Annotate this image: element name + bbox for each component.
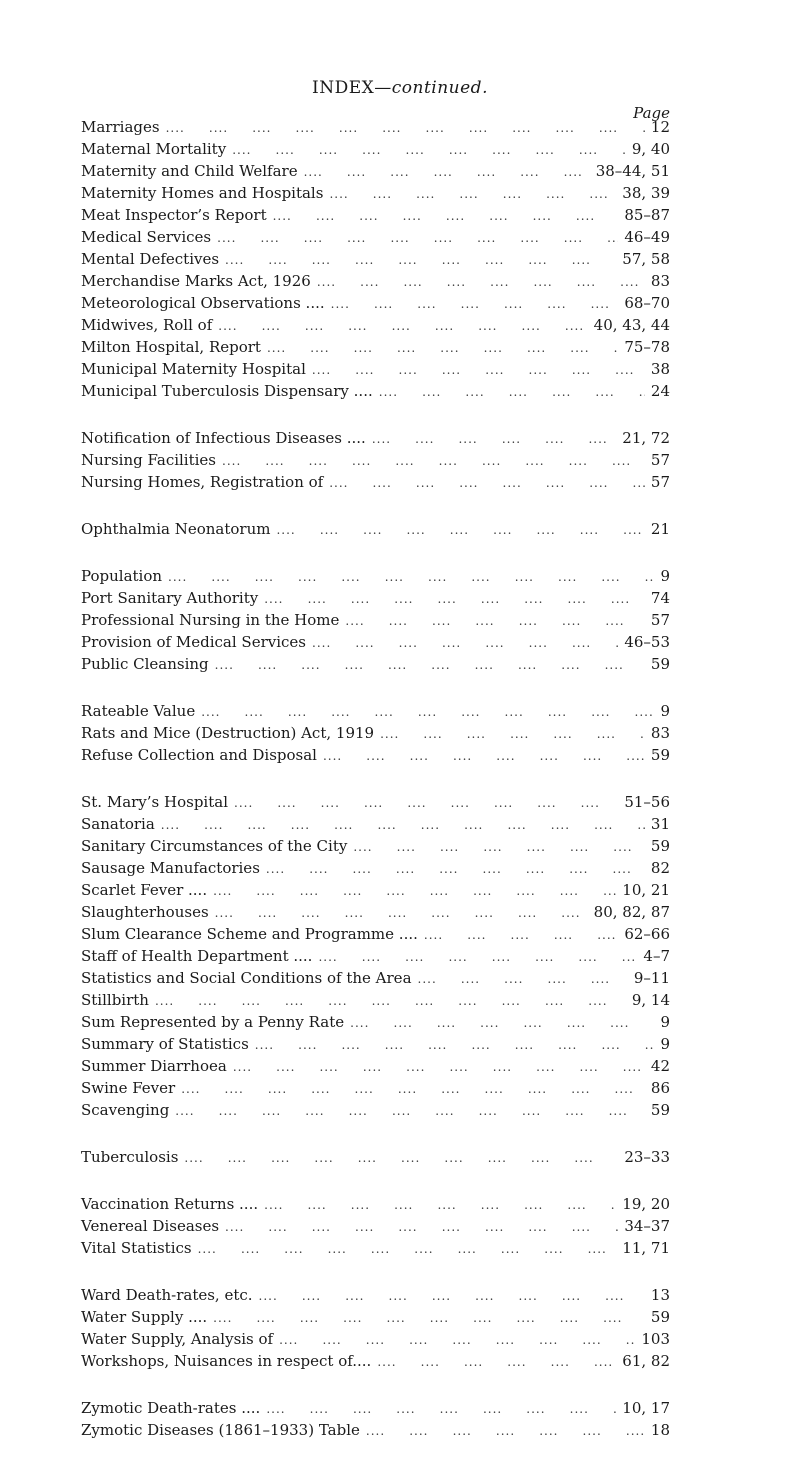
index-entry <box>81 294 670 316</box>
index-entry <box>81 925 670 947</box>
entry-pages: 46–49 <box>624 228 670 246</box>
entry-term: Professional Nursing in the Home <box>81 611 340 629</box>
entry-pages: 61, 82 <box>622 1352 670 1370</box>
dot-leader <box>166 121 645 135</box>
index-entry <box>81 360 670 382</box>
entry-term: Tuberculosis <box>81 1148 179 1166</box>
index-entry <box>81 793 670 815</box>
dot-leader <box>217 231 618 245</box>
entry-pages: 59 <box>650 1308 670 1326</box>
entry-term: Marriages <box>81 118 160 136</box>
index-entry <box>81 184 670 206</box>
entry-pages: 57 <box>650 611 670 629</box>
entry-term: Summary of Statistics <box>81 1035 249 1053</box>
dot-leader <box>345 614 645 628</box>
index-entry <box>81 1330 670 1352</box>
dot-leader <box>201 705 654 719</box>
entry-pages: 42 <box>650 1057 670 1075</box>
dot-leader <box>267 341 618 355</box>
index-entry <box>81 655 670 677</box>
index-entry <box>81 451 670 473</box>
index-entry <box>81 969 670 991</box>
dot-leader <box>175 1104 645 1118</box>
entry-pages: 59 <box>650 655 670 673</box>
entry-pages: 38 <box>650 360 670 378</box>
dot-leader <box>366 1424 645 1438</box>
index-group <box>81 1148 670 1170</box>
entry-term: Mental Defectives <box>81 250 220 268</box>
dot-leader <box>312 636 618 650</box>
entry-pages: 57 <box>650 473 670 491</box>
index-entry <box>81 1035 670 1057</box>
dot-leader <box>418 972 628 986</box>
entry-term: Maternity Homes and Hospitals <box>81 184 324 202</box>
dot-leader <box>225 1220 618 1234</box>
index-entry <box>81 140 670 162</box>
index-group <box>81 1195 670 1261</box>
dot-leader <box>155 994 626 1008</box>
entry-pages: 21 <box>650 520 670 538</box>
dot-leader <box>232 143 626 157</box>
index-entry <box>81 1286 670 1308</box>
index-entry <box>81 881 670 903</box>
entry-pages: 10, 17 <box>622 1399 670 1417</box>
index-group <box>81 793 670 1123</box>
dot-leader <box>317 275 645 289</box>
entry-pages: 83 <box>650 272 670 290</box>
dot-leader <box>372 432 616 446</box>
index-entries <box>81 118 670 1468</box>
dot-leader <box>181 1082 645 1096</box>
index-entry <box>81 429 670 451</box>
index-group <box>81 567 670 677</box>
dot-leader <box>379 385 645 399</box>
entry-term: Sanatoria <box>81 815 155 833</box>
dot-leader <box>184 1151 618 1165</box>
entry-pages: 18 <box>650 1421 670 1439</box>
entry-pages: 31 <box>650 815 670 833</box>
entry-pages: 59 <box>650 837 670 855</box>
title-text: INDEX <box>312 78 375 98</box>
dot-leader <box>222 454 645 468</box>
index-entry <box>81 702 670 724</box>
entry-term: Staff of Health Department .... <box>81 947 313 965</box>
index-entry <box>81 724 670 746</box>
dot-leader <box>234 796 618 810</box>
index-entry <box>81 903 670 925</box>
entry-pages: 9 <box>660 702 670 720</box>
entry-term: Rateable Value <box>81 702 196 720</box>
entry-term: Population <box>81 567 163 585</box>
entry-pages: 103 <box>641 1330 670 1348</box>
entry-term: Milton Hospital, Report <box>81 338 261 356</box>
entry-pages: 19, 20 <box>622 1195 670 1213</box>
dot-leader <box>215 906 588 920</box>
entry-pages: 38, 39 <box>622 184 670 202</box>
entry-term: Meat Inspector’s Report <box>81 206 267 224</box>
entry-term: Slum Clearance Scheme and Programme .... <box>81 925 418 943</box>
entry-pages: 74 <box>650 589 670 607</box>
entry-pages: 4–7 <box>643 947 670 965</box>
index-entry <box>81 206 670 228</box>
dot-leader <box>218 319 587 333</box>
entry-pages: 86 <box>650 1079 670 1097</box>
entry-term: Municipal Tuberculosis Dispensary .... <box>81 382 373 400</box>
entry-term: Port Sanitary Authority <box>81 589 259 607</box>
index-entry <box>81 338 670 360</box>
entry-pages: 9 <box>660 1035 670 1053</box>
entry-pages: 9, 14 <box>631 991 670 1009</box>
dot-leader <box>264 1198 616 1212</box>
index-entry <box>81 589 670 611</box>
entry-term: Sum Represented by a Penny Rate <box>81 1013 345 1031</box>
entry-term: Sanitary Circumstances of the City <box>81 837 348 855</box>
entry-term: Scarlet Fever .... <box>81 881 208 899</box>
dot-leader <box>350 1016 654 1030</box>
dot-leader <box>273 209 619 223</box>
index-entry <box>81 1101 670 1123</box>
entry-term: Statistics and Social Conditions of the Area <box>81 969 412 987</box>
dot-leader <box>215 658 645 672</box>
dot-leader <box>323 749 645 763</box>
entry-term: Notification of Infectious Diseases .... <box>81 429 366 447</box>
entry-term: Rats and Mice (Destruction) Act, 1919 <box>81 724 375 742</box>
dot-leader <box>279 1333 635 1347</box>
entry-pages: 83 <box>650 724 670 742</box>
index-entry <box>81 316 670 338</box>
index-entry <box>81 991 670 1013</box>
entry-pages: 38–44, 51 <box>595 162 670 180</box>
dot-leader <box>331 297 619 311</box>
index-entry <box>81 1352 670 1374</box>
dot-leader <box>198 1242 617 1256</box>
index-entry <box>81 382 670 404</box>
index-entry <box>81 473 670 495</box>
entry-term: Medical Services <box>81 228 212 246</box>
index-entry <box>81 947 670 969</box>
dot-leader <box>380 727 645 741</box>
page-title <box>0 78 800 98</box>
entry-term: Provision of Medical Services <box>81 633 306 651</box>
entry-term: Nursing Facilities <box>81 451 217 469</box>
dot-leader <box>259 1289 645 1303</box>
index-group <box>81 1399 670 1443</box>
entry-term: Sausage Manufactories <box>81 859 260 877</box>
index-entry <box>81 1013 670 1035</box>
entry-term: Municipal Maternity Hospital <box>81 360 306 378</box>
entry-pages: 11, 71 <box>622 1239 670 1257</box>
entry-pages: 57 <box>650 451 670 469</box>
dot-leader <box>353 840 645 854</box>
dot-leader <box>329 476 645 490</box>
index-entry <box>81 118 670 140</box>
index-entry <box>81 1308 670 1330</box>
entry-pages: 68–70 <box>624 294 670 312</box>
entry-term: Maternal Mortality <box>81 140 227 158</box>
entry-pages: 9 <box>660 1013 670 1031</box>
dot-leader <box>318 950 637 964</box>
dot-leader <box>213 884 616 898</box>
entry-pages: 9 <box>660 567 670 585</box>
index-entry <box>81 837 670 859</box>
index-entry <box>81 1195 670 1217</box>
entry-term: Ward Death-rates, etc. <box>81 1286 253 1304</box>
dot-leader <box>377 1355 616 1369</box>
dot-leader <box>329 187 616 201</box>
entry-pages: 57, 58 <box>622 250 670 268</box>
index-entry <box>81 1239 670 1261</box>
entry-term: Summer Diarrhoea <box>81 1057 227 1075</box>
index-entry <box>81 1079 670 1101</box>
index-entry <box>81 272 670 294</box>
index-entry <box>81 1217 670 1239</box>
entry-pages: 34–37 <box>624 1217 670 1235</box>
entry-term: Zymotic Death-rates .... <box>81 1399 261 1417</box>
dot-leader <box>168 570 654 584</box>
entry-pages: 10, 21 <box>622 881 670 899</box>
entry-pages: 9–11 <box>633 969 670 987</box>
entry-pages: 40, 43, 44 <box>593 316 670 334</box>
index-group <box>81 702 670 768</box>
index-group <box>81 520 670 542</box>
entry-pages: 80, 82, 87 <box>593 903 670 921</box>
entry-pages: 82 <box>650 859 670 877</box>
dot-leader <box>266 1402 616 1416</box>
index-entry <box>81 162 670 184</box>
entry-pages: 23–33 <box>624 1148 670 1166</box>
index-group <box>81 118 670 404</box>
dot-leader <box>312 363 645 377</box>
entry-pages: 59 <box>650 1101 670 1119</box>
entry-pages: 13 <box>650 1286 670 1304</box>
entry-term: Stillbirth <box>81 991 149 1009</box>
dot-leader <box>304 165 590 179</box>
entry-pages: 9, 40 <box>631 140 670 158</box>
entry-pages: 51–56 <box>624 793 670 811</box>
entry-pages: 75–78 <box>624 338 670 356</box>
entry-term: Maternity and Child Welfare <box>81 162 298 180</box>
entry-term: Nursing Homes, Registration of <box>81 473 324 491</box>
index-entry <box>81 1148 670 1170</box>
index-entry <box>81 815 670 837</box>
dot-leader <box>255 1038 655 1052</box>
page-column-heading: Page <box>633 104 670 122</box>
entry-term: Zymotic Diseases (1861–1933) Table <box>81 1421 360 1439</box>
entry-term: Swine Fever <box>81 1079 176 1097</box>
entry-pages: 24 <box>650 382 670 400</box>
index-entry <box>81 228 670 250</box>
title-continued: —continued. <box>374 78 488 98</box>
index-group <box>81 1286 670 1374</box>
entry-term: Midwives, Roll of <box>81 316 213 334</box>
index-entry <box>81 1399 670 1421</box>
dot-leader <box>266 862 645 876</box>
entry-pages: 46–53 <box>624 633 670 651</box>
entry-pages: 21, 72 <box>622 429 670 447</box>
entry-term: Ophthalmia Neonatorum <box>81 520 271 538</box>
entry-term: Refuse Collection and Disposal <box>81 746 317 764</box>
dot-leader <box>264 592 645 606</box>
entry-term: Slaughterhouses <box>81 903 209 921</box>
entry-pages: 85–87 <box>624 206 670 224</box>
entry-term: Water Supply, Analysis of <box>81 1330 274 1348</box>
dot-leader <box>424 928 618 942</box>
entry-term: Water Supply .... <box>81 1308 208 1326</box>
entry-term: Public Cleansing <box>81 655 209 673</box>
entry-pages: 12 <box>650 118 670 136</box>
entry-term: Workshops, Nuisances in respect of.... <box>81 1352 372 1370</box>
index-entry <box>81 520 670 542</box>
index-group <box>81 429 670 495</box>
dot-leader <box>161 818 645 832</box>
entry-term: Vaccination Returns .... <box>81 1195 259 1213</box>
entry-pages: 59 <box>650 746 670 764</box>
entry-term: Scavenging <box>81 1101 170 1119</box>
index-entry <box>81 611 670 633</box>
index-entry <box>81 250 670 272</box>
entry-term: Meteorological Observations .... <box>81 294 325 312</box>
index-entry <box>81 567 670 589</box>
dot-leader <box>276 523 644 537</box>
entry-term: Vital Statistics <box>81 1239 192 1257</box>
index-entry <box>81 633 670 655</box>
index-entry <box>81 859 670 881</box>
index-entry <box>81 1057 670 1079</box>
entry-term: St. Mary’s Hospital <box>81 793 228 811</box>
index-entry <box>81 1421 670 1443</box>
dot-leader <box>233 1060 645 1074</box>
dot-leader <box>225 253 616 267</box>
index-entry <box>81 746 670 768</box>
entry-pages: 62–66 <box>624 925 670 943</box>
dot-leader <box>213 1311 645 1325</box>
entry-term: Venereal Diseases <box>81 1217 220 1235</box>
entry-term: Merchandise Marks Act, 1926 <box>81 272 311 290</box>
